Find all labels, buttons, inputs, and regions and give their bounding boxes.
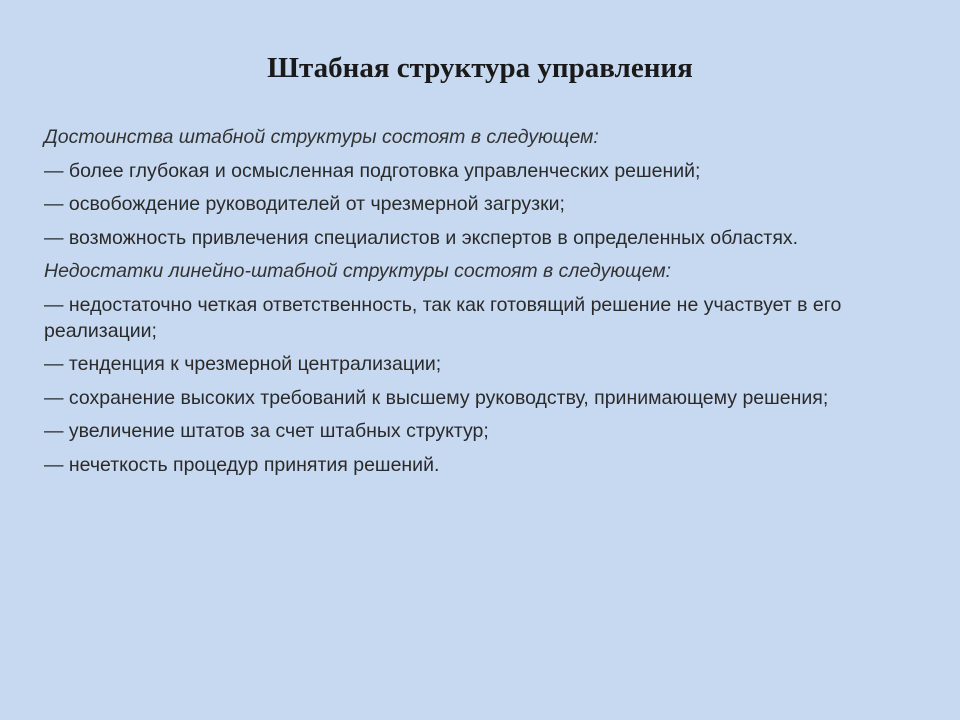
disadvantage-item: — нечеткость процедур принятия решений. — [44, 453, 440, 476]
advantage-item: — возможность привлечения специалистов и экспертов в определенных областях. — [44, 226, 799, 249]
slide-title: Штабная структура управления — [267, 52, 693, 84]
disadvantage-item: — недостаточно четкая ответственность, так как готовящий решение не участвует в его реализации; — [44, 293, 842, 342]
advantage-item: — более глубокая и осмысленная подготовка управленческих решений; — [44, 159, 701, 182]
advantages-heading: Достоинства штабной структуры состоят в следующем: — [44, 126, 599, 148]
disadvantages-heading: Недостатки линейно-штабной структуры состоят в следующем: — [44, 260, 671, 282]
disadvantage-item: — увеличение штатов за счет штабных структур; — [44, 420, 489, 442]
disadvantage-item: — сохранение высоких требований к высшему руководству, принимающему решения; — [44, 386, 829, 409]
advantage-item: — освобождение руководителей от чрезмерной загрузки; — [44, 193, 565, 215]
slide-content — [44, 124, 904, 485]
disadvantage-item: — тенденция к чрезмерной централизации; — [44, 353, 442, 375]
